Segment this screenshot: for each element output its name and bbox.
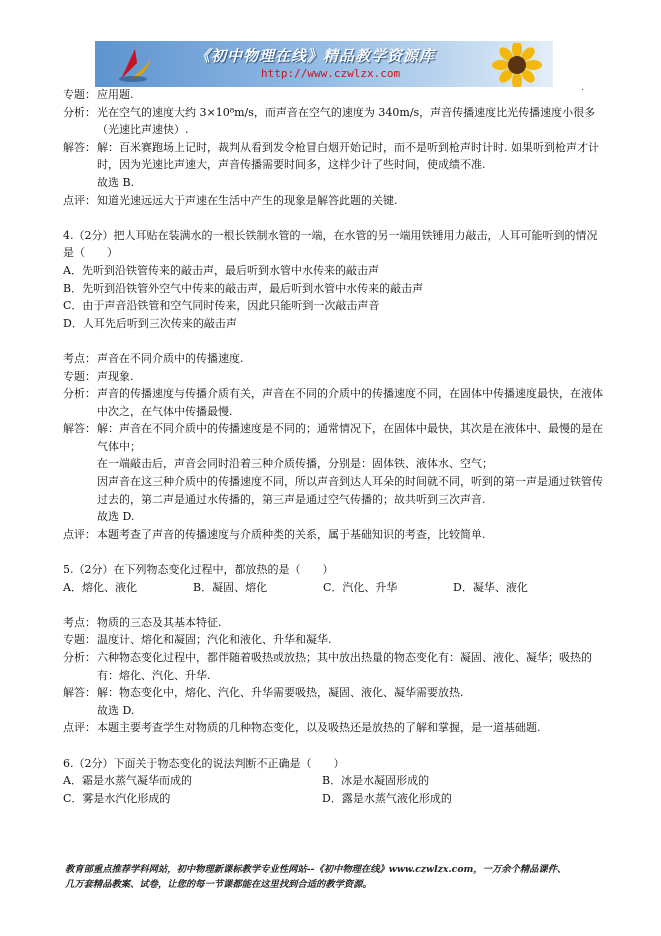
q3-analysis xyxy=(63,104,603,139)
q4-point xyxy=(63,350,603,368)
answer-line: 故选 B. xyxy=(97,175,135,189)
label: 解答： xyxy=(63,422,96,436)
q5-option: A．熔化、液化 xyxy=(63,580,137,594)
page-footer xyxy=(65,862,625,892)
site-url[interactable]: http://www.czwlzx.com xyxy=(261,67,401,80)
footer-line: 几万套精品教案、试卷，让您的每一节课都能在这里找到合适的教学资源。 xyxy=(65,879,372,890)
label: 点评： xyxy=(63,193,96,207)
q3-answer xyxy=(63,139,603,192)
label: 分析： xyxy=(63,651,96,664)
q6-option: B．冰是水凝固形成的 xyxy=(322,774,430,788)
q5-option: B．凝固、熔化 xyxy=(193,580,268,594)
text: 本题主要考查学生对物质的几种物态变化，以及吸热还是放热的了解和掌握，是一道基础题. xyxy=(97,721,541,735)
label: 专题： xyxy=(63,633,96,647)
label: 解答： xyxy=(63,140,96,154)
q6-stem: 6.（2分）下面关于物态变化的说法判断不正确是（ ） xyxy=(63,756,345,770)
document-body xyxy=(63,86,603,807)
site-logo-icon xyxy=(115,45,155,83)
sunflower-icon xyxy=(487,43,547,87)
q4-option: A．先听到沿铁管传来的敲击声，最后听到水管中水传来的敲击声 xyxy=(63,263,379,277)
q6-options-row xyxy=(63,772,603,790)
q5-point xyxy=(63,614,603,632)
q5-topic xyxy=(63,631,603,649)
text: 应用题. xyxy=(97,88,134,101)
label: 点评： xyxy=(63,721,96,735)
label: 专题： xyxy=(63,88,96,101)
text: 声音在不同介质中的传播速度. xyxy=(97,351,244,365)
answer-line: 因声音在这三种介质中的传播速度不同，所以声音到达人耳朵的时间就不同，听到的第一声是通过铁管传过去的，第二声是通过水传播的，第三声是通过空气传播的；故共听到三次声音. xyxy=(97,475,603,506)
q4-option: C．由于声音沿铁管和空气同时传来，因此只能听到一次敲击声音 xyxy=(63,299,380,313)
text: 温度计、熔化和凝固；汽化和液化、升华和凝华. xyxy=(97,633,332,647)
q4-option: B．先听到沿铁管外空气中传来的敲击声，最后听到水管中水传来的敲击声 xyxy=(63,281,424,295)
q5-analysis xyxy=(63,649,603,684)
q5-options xyxy=(63,579,603,597)
q5-stem: 5.（2分）在下列物态变化过程中，都放热的是（ ） xyxy=(63,563,334,577)
text: 本题考查了声音的传播速度与介质种类的关系，属于基础知识的考查，比较简单. xyxy=(97,527,486,541)
q6-options-row xyxy=(63,790,603,808)
label: 点评： xyxy=(63,527,96,541)
q4-answer xyxy=(63,420,603,526)
text: 声现象. xyxy=(97,369,134,383)
q5-option: C．汽化、升华 xyxy=(323,580,398,594)
text: 六种物态变化过程中，都伴随着吸热或放热；其中放出热量的物态变化有：凝固、液化、凝华；吸热的有：熔化、汽化、升华. xyxy=(97,651,592,682)
q5-comment xyxy=(63,719,603,737)
q6-option: C．雾是水汽化形成的 xyxy=(63,791,171,805)
text: 物质的三态及其基本特征. xyxy=(97,615,222,629)
q4-analysis xyxy=(63,385,603,420)
q4-comment xyxy=(63,526,603,544)
label: 考点： xyxy=(63,615,96,629)
label: 解答： xyxy=(63,686,96,700)
label: 考点： xyxy=(63,351,96,365)
q3-comment xyxy=(63,192,603,210)
q3-topic xyxy=(63,86,603,104)
header-banner xyxy=(95,41,553,87)
answer-line: 解：声音在不同介质中的传播速度是不同的；通常情况下，在固体中最快，其次是在液体中、最慢的是在气体中； xyxy=(97,422,603,453)
q4-topic xyxy=(63,368,603,386)
q6-option: A．霜是水蒸气凝华而成的 xyxy=(63,774,192,788)
answer-line: 故选 D. xyxy=(97,510,135,524)
label: 分析： xyxy=(63,387,96,401)
text: 声音的传播速度与传播介质有关，声音在不同的介质中的传播速度不同，在固体中传播速度最快，在液体中次之，在气体中传播最慢. xyxy=(97,387,603,418)
corner-mark: . xyxy=(581,82,585,93)
q4-stem: 4.（2分）把人耳贴在装满水的一根长铁制水管的一端，在水管的另一端用铁锤用力敲击，人耳可能听到的情况是（ ） xyxy=(63,228,598,260)
answer-line: 故选 D. xyxy=(97,703,135,717)
q5-answer xyxy=(63,684,603,719)
q4-option: D．人耳先后听到三次传来的敲击声 xyxy=(63,316,237,330)
answer-line: 解：百米赛跑场上记时，裁判从看到发令枪冒白烟开始记时，而不是听到枪声时计时. 如果听到枪声才计时，因为光速比声速大，声音传播需要时间多，这样少计了些时间，使成绩不准. xyxy=(97,140,599,172)
site-title: 《初中物理在线》精品教学资源库 xyxy=(195,47,436,65)
q5-option: D．凝华、液化 xyxy=(453,580,528,594)
answer-line: 在一端敲击后，声音会同时沿着三种介质传播，分别是：固体铁、液体水、空气； xyxy=(97,457,493,471)
text: 光在空气的速度大约 3×10⁸m/s，而声音在空气的速度为 340m/s，声音传播速度比光传播速度小很多（光速比声速快）. xyxy=(97,105,596,137)
answer-line: 解：物态变化中，熔化、汽化、升华需要吸热，凝固、液化、凝华需要放热. xyxy=(97,686,464,700)
footer-line: 教育部重点推荐学科网站，初中物理新课标教学专业性网站--《初中物理在线》www.czwlzx.com，一万余个精品课件、 xyxy=(65,864,567,875)
q6-option: D．露是水蒸气液化形成的 xyxy=(322,791,452,805)
label: 专题： xyxy=(63,369,96,383)
text: 知道光速远远大于声速在生活中产生的现象是解答此题的关键. xyxy=(97,193,398,207)
label: 分析： xyxy=(63,105,96,119)
